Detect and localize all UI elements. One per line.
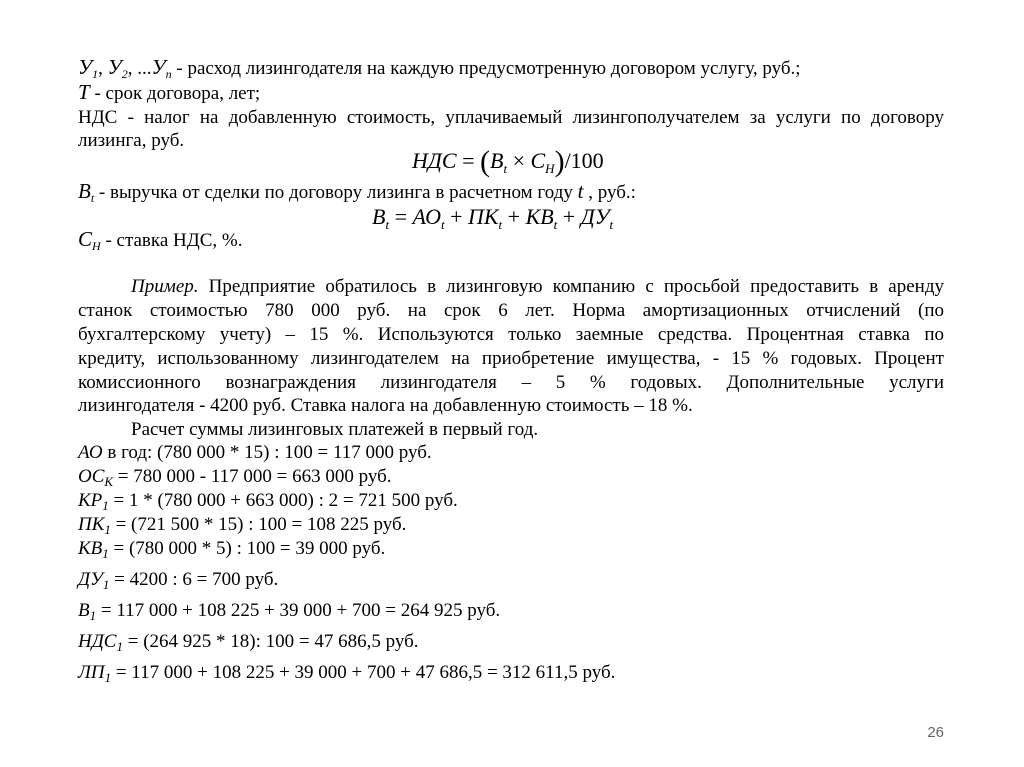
- u-comma: ,: [98, 58, 108, 79]
- f1-close: ): [554, 145, 565, 178]
- f1-c: C: [530, 148, 546, 173]
- page-number: 26: [927, 724, 944, 741]
- u-description: - расход лизингодателя на каждую предусмотренную договором услугу, руб.;: [171, 58, 801, 79]
- calc-kr-label: КР: [78, 490, 103, 511]
- c-symbol: C: [78, 227, 93, 251]
- calc-pk-text: = (721 500 * 15) : 100 = 108 225 руб.: [110, 514, 407, 535]
- calc-nds: [78, 631, 419, 658]
- example-line-1: [131, 275, 944, 298]
- f1-open: (: [479, 145, 490, 178]
- calc-kr: [78, 490, 458, 517]
- def-nds-line1: НДС - налог на добавленную стоимость, уплачиваемый лизингополучателем за услуги по договору: [78, 107, 944, 128]
- example-line-6: лизингодателя - 4200 руб. Ставка налога на добавленную стоимость – 18 %.: [78, 395, 693, 416]
- example-line-4: кредиту, использованному лизингодателем на приобретение имущества, - 15 % годовых. Процент: [78, 348, 944, 369]
- calc-os: [78, 466, 392, 493]
- b-description: - выручка от сделки по договору лизинга в расчетном году: [94, 182, 578, 203]
- f2-ao-sub: t: [441, 217, 445, 232]
- def-nds-line2: лизинга, руб.: [78, 130, 185, 151]
- u-dots: , ...: [127, 58, 152, 79]
- def-t-line: [78, 81, 260, 105]
- u-symbol-n: У: [151, 55, 166, 79]
- f2-plus-1: +: [450, 204, 463, 229]
- f2-b: B: [372, 204, 386, 229]
- calc-nds-sub: 1: [116, 639, 123, 654]
- calc-lp-label: ЛП: [78, 662, 105, 683]
- u-sub-1: 1: [92, 67, 99, 81]
- calc-kr-sub: 1: [102, 498, 109, 513]
- f1-eq: =: [462, 148, 475, 173]
- calc-kv-label: КВ: [78, 538, 103, 559]
- example-line-2: станок стоимостью 780 000 руб. на срок 6 лет. Норма амортизационных отчислений (по: [78, 300, 944, 321]
- f2-eq: =: [394, 204, 407, 229]
- b-symbol: B: [78, 179, 91, 203]
- calc-nds-label: НДС: [78, 631, 117, 652]
- example-line-5: комиссионного вознаграждения лизингодателя – 5 % годовых. Дополнительные услуги: [78, 372, 944, 393]
- f2-du: ДУ: [580, 204, 610, 229]
- t-description: - срок договора, лет;: [89, 83, 261, 104]
- calc-heading: Расчет суммы лизинговых платежей в первый год.: [131, 419, 539, 440]
- example-line-3: бухгалтерскому учету) – 15 %. Используются только заемные средства. Процентная ставка по: [78, 324, 944, 345]
- calc-os-text: = 780 000 - 117 000 = 663 000 руб.: [113, 466, 392, 487]
- u-symbol: У: [78, 55, 93, 79]
- formula-nds: [412, 145, 604, 179]
- u-symbol-2: У: [107, 55, 122, 79]
- example-label: Пример.: [131, 276, 199, 297]
- f1-b-sub: t: [503, 161, 508, 176]
- f2-plus-3: +: [562, 204, 576, 229]
- u-sub-n: n: [165, 67, 172, 81]
- f2-kv: КВ: [525, 204, 554, 229]
- calc-os-sub: К: [104, 474, 114, 489]
- calc-ao-label: АО: [78, 442, 103, 463]
- f2-plus-2: +: [507, 204, 521, 229]
- calc-du-text: = 4200 : 6 = 700 руб.: [109, 569, 279, 590]
- calc-kr-text: = 1 * (780 000 + 663 000) : 2 = 721 500 руб.: [108, 490, 458, 511]
- f1-c-sub: Н: [545, 161, 555, 176]
- calc-du: [78, 569, 278, 596]
- calc-b-label: В: [78, 600, 90, 621]
- calc-ao: [78, 442, 432, 464]
- calc-du-sub: 1: [102, 577, 110, 592]
- example-text-1: Предприятие обратилось в лизинговую компанию с просьбой предоставить в аренду: [198, 276, 944, 297]
- calc-lp: [78, 662, 615, 689]
- calc-pk-label: ПК: [78, 514, 105, 535]
- calc-kv-text: = (780 000 * 5) : 100 = 39 000 руб.: [108, 538, 386, 559]
- f2-ao: АО: [412, 204, 441, 229]
- f1-b: B: [489, 148, 504, 173]
- b-t-symbol: t: [577, 179, 584, 203]
- b-sub: t: [90, 191, 95, 205]
- f2-kv-sub: t: [553, 217, 558, 232]
- f2-pk: ПК: [468, 204, 499, 229]
- def-c-line: [78, 228, 242, 257]
- f1-lhs: НДС: [412, 148, 457, 173]
- calc-lp-text: = 117 000 + 108 225 + 39 000 + 700 + 47 686,5 = 312 611,5 руб.: [111, 662, 616, 683]
- f2-b-sub: t: [385, 217, 390, 232]
- f1-times: ×: [512, 148, 525, 173]
- c-sub: Н: [92, 239, 101, 253]
- calc-kv: [78, 538, 385, 565]
- f2-pk-sub: t: [498, 217, 503, 232]
- calc-pk-sub: 1: [104, 522, 111, 537]
- formula-revenue: [372, 204, 613, 233]
- calc-os-label: ОС: [78, 466, 105, 487]
- calc-ao-text: в год: (780 000 * 15) : 100 = 117 000 руб.: [102, 442, 432, 463]
- c-description: - ставка НДС, %.: [100, 230, 243, 251]
- f1-div: /100: [564, 148, 604, 173]
- calc-pk: [78, 514, 406, 541]
- calc-lp-sub: 1: [104, 670, 112, 685]
- calc-nds-text: = (264 925 * 18): 100 = 47 686,5 руб.: [122, 631, 419, 652]
- u-sub-2: 2: [121, 67, 128, 81]
- calc-b-sub: 1: [89, 608, 97, 623]
- calc-kv-sub: 1: [102, 546, 109, 561]
- b-description-end: , руб.:: [583, 182, 636, 203]
- f2-du-sub: t: [609, 217, 614, 232]
- calc-b: [78, 600, 500, 627]
- calc-b-text: = 117 000 + 108 225 + 39 000 + 700 = 264 925 руб.: [96, 600, 501, 621]
- t-symbol: T: [78, 80, 90, 104]
- calc-du-label: ДУ: [78, 569, 103, 590]
